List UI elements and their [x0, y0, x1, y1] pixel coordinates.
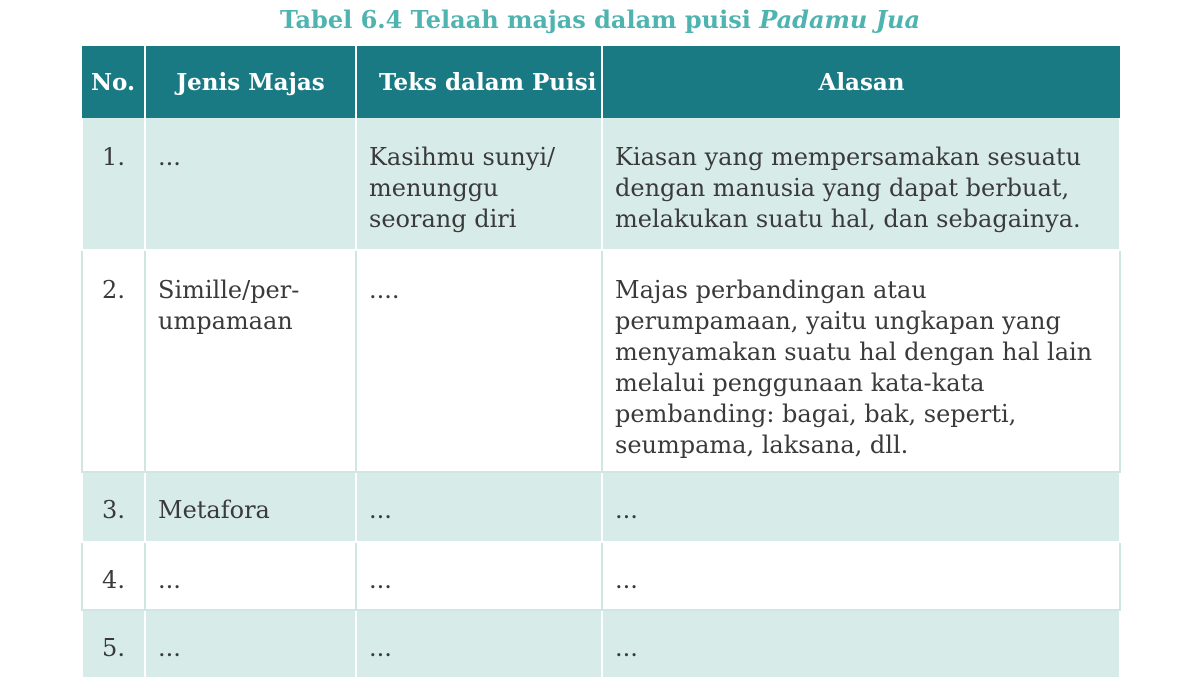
cell-no: 3. [82, 472, 145, 542]
table-row [82, 610, 1120, 678]
cell-teks: ... [356, 472, 602, 542]
header-teks-dalam-puisi: Teks dalam Puisi [356, 46, 602, 118]
table-row [82, 250, 1120, 472]
cell-no: 5. [82, 610, 145, 678]
cell-alasan: ... [602, 472, 1120, 542]
header-no: No. [82, 46, 145, 118]
cell-teks: .... [356, 250, 602, 472]
caption-text: Tabel 6.4 Telaah majas dalam puisi [279, 5, 760, 34]
header-jenis-majas: Jenis Majas [145, 46, 356, 118]
cell-teks: ... [356, 610, 602, 678]
cell-alasan: Kiasan yang mempersamakan sesuatu dengan manusia yang dapat berbuat, melakukan suatu hal, dan sebagainya. [602, 118, 1120, 250]
cell-jenis: ... [145, 118, 356, 250]
table-header-row [82, 46, 1120, 118]
cell-jenis: ... [145, 610, 356, 678]
cell-alasan: ... [602, 610, 1120, 678]
cell-jenis: Metafora [145, 472, 356, 542]
cell-jenis: ... [145, 542, 356, 610]
cell-no: 2. [82, 250, 145, 472]
header-alasan: Alasan [602, 46, 1120, 118]
table-caption [0, 4, 1200, 36]
cell-alasan: ... [602, 542, 1120, 610]
table-row [82, 542, 1120, 610]
caption-poem-title: Padamu Jua [759, 5, 921, 34]
cell-teks: Kasihmu sunyi/ menunggu seorang diri [356, 118, 602, 250]
cell-alasan: Majas perbandingan atau perumpamaan, yaitu ungkapan yang menyamakan suatu hal dengan hal lain melalui penggunaan kata-kata pembanding: bagai, bak, seperti, seumpama, laksana, dll. [602, 250, 1120, 472]
table-row [82, 472, 1120, 542]
cell-jenis: Simille/per-umpamaan [145, 250, 356, 472]
cell-teks: ... [356, 542, 602, 610]
table-row [82, 118, 1120, 250]
cell-no: 4. [82, 542, 145, 610]
cell-no: 1. [82, 118, 145, 250]
majas-table [81, 46, 1121, 679]
